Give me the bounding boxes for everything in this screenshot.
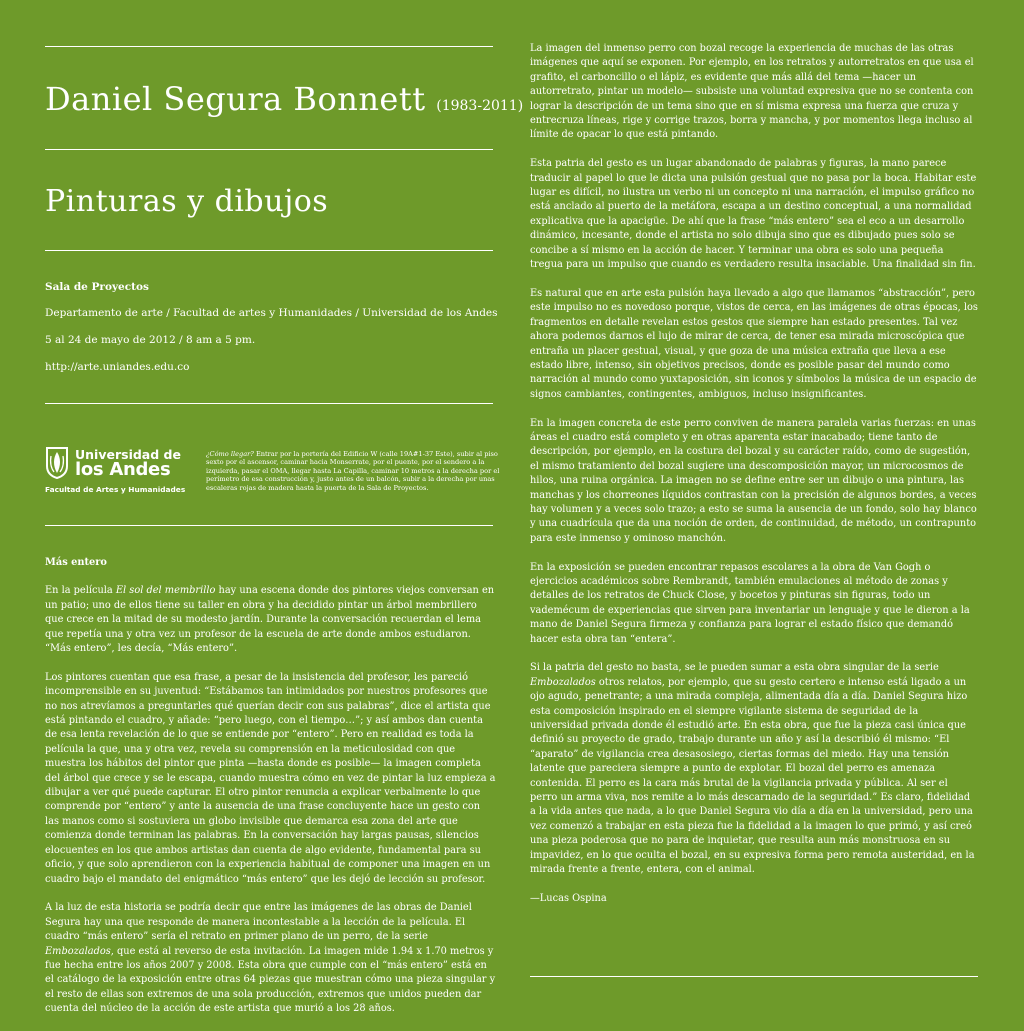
artist-name: Daniel Segura Bonnett — [45, 80, 426, 118]
rule-under-subtitle — [45, 250, 493, 251]
rule-top — [45, 46, 493, 47]
series-title: Embozalados — [530, 676, 596, 688]
essay-paragraph-9: Si la patria del gesto no basta, se le pueden sumar a esta obra singular de la serie Embozalados otros relatos, por ejemplo, que su gesto certero e intenso está ligado a un ojo agudo, penetrante; a una mirada compleja, alimentada día a día. Daniel Segura hizo esta composición inspirado en el siempre vigilante sistema de seguridad de la universidad privada donde él estudió arte. En esta obra, que fue la pieza casi única que definió su proyecto de grado, trabajo durante un año y así la describió él mismo: “El “aparato” de vigilancia crea desasosiego, ciertas formas del miedo. Hay una tensión latente que pareciera siempre a punto de explotar. El bozal del perro es amenaza contenida. El perro es la cara más brutal de la vigilancia privada y pública. Al ser el perro un arma viva, nos remite a lo más descarnado de la seguridad.” Es claro, fidelidad a la vida antes que nada, a lo que Daniel Segura vio día a día en la universidad, pero una vez comenzó a trabajar en esta pieza fue la fidelidad a la imagen lo que primó, y así creó una pieza poderosa que no para de inquietar, que resulta aun más monstruosa en su impavidez, en lo que oculta el bozal, en su expresiva forma pero remota austeridad, en la mirada frente a frente, entera, con el animal. — [530, 662, 975, 876]
essay-paragraph-2: Los pintores cuentan que esa frase, a pesar de la insistencia del profesor, les pareció incomprensible en su juventud: “Estábamos tan intimidados por nuestros profesores que no nos atrevíamos a preguntarles qué querían decir con sus palabras”, dice el artista que está pintando el cuadro, y añade: “pero luego, con el tiempo…”; y así ambos dan cuenta de esa lenta revelación de lo que se entiende por “entero”. Pero en realidad es toda la película la que, una y otra vez, revela su comprensión en la meticulosidad con que muestra los hábitos del pintor que pinta —hasta donde es posible— la imagen completa del árbol que crece y se le escapa, cuando muestra cómo en vez de pintar la luz empieza a dibujar a ver qué puede capturar. El otro pintor renuncia a explicar verbalmente lo que comprende por “entero” y ante la ausencia de una frase concluyente hace un gesto con las manos como si sostuviera un globo invisible que demarca esa zona del arte que comienza donde terminan las palabras. En la conversación hay largas pausas, silencios elocuentes en los que ambos artistas dan cuenta de algo evidente, fundamental para su oficio, y que solo aprendieron con la experiencia habitual de componer una imagen en un cuadro bajo el mandato del enigmático “más entero” que les dejó de lección su profesor. — [45, 671, 496, 885]
essay-column-right — [530, 42, 978, 921]
venue-label: Sala de Proyectos — [45, 281, 149, 293]
essay-paragraph-1: En la película El sol del membrillo hay una escena donde dos pintores viejos conversan en un patio; uno de ellos tiene su taller en obra y ha decidido pintar un árbol membrillero que crece en la mitad de su modesto jardín. Durante la conversación recuerdan el lema que repetía una y otra vez un profesor de la escuela de arte donde ambos estudiaron. “Más entero”, les decía, “Más entero”. — [45, 585, 495, 655]
dates-line: 5 al 24 de mayo de 2012 / 8 am a 5 pm. — [45, 334, 256, 346]
series-title: Embozalados — [45, 945, 111, 957]
rule-under-title — [45, 149, 493, 150]
film-title: El sol del membrillo — [115, 585, 216, 597]
essay-paragraph-7: En la imagen concreta de este perro conviven de manera paralela varias fuerzas: en unas áreas el cuadro está completo y en otras aparenta estar inacabado; tiene tanto de descripción, por ejemplo, en la costura del bozal y su carácter raído, como de sugestión, el mismo tratamiento del bozal sugiere una descomposición mayor, un microcosmos de hilos, una ruina orgánica. La imagen no se define entre ser un dibujo o una pintura, las manchas y los chorreones líquidos contrastan con la precisión de algunos bordes, a veces hay volumen y a veces solo trazo; a esto se suma la ausencia de un fondo, solo hay blanco y una cuadrícula que da una noción de orden, de continuidad, de método, un contrapunto para este inmenso y ominoso manchón. — [530, 417, 977, 544]
university-shield-icon — [45, 446, 69, 479]
essay-signature: —Lucas Ospina — [530, 892, 607, 904]
directions-body: Entrar por la portería del Edificio W (calle 19A#1-37 Este), subir al piso sexto por el ascensor, caminar hacia Monserrate, por el puente, por el sendero a la izquierda, pasar el OMA, llegar hasta La Capilla, caminar 10 metros a la derecha por el perímetro de esa construcción y, justo antes de un balcón, subir a la derecha por unas escaleras rojas de madera hasta la puerta de la Sala de Proyectos. — [206, 450, 500, 492]
artist-title — [45, 80, 523, 118]
exhibition-subtitle: Pinturas y dibujos — [45, 184, 329, 219]
rule-under-directions — [45, 525, 493, 526]
logo-line-1: Universidad de — [75, 447, 181, 462]
logo-line-2: los Andes — [75, 459, 171, 480]
essay-paragraph-6: Es natural que en arte esta pulsión haya llevado a algo que llamamos “abstracción”, pero este impulso no es novedoso porque, vistos de cerca, en las imágenes de otras épocas, los fragmentos en detalle revelan estos gestos que siempre han estado presentes. Tal vez ahora podemos darnos el lujo de mirar de cerca, de tener esa mirada microscópica que entraña un placer gestual, visual, y que goza de una música extraña que lleva a ese estado libre, intenso, sin objetivos precisos, donde es posible pasar del mundo como narración al mundo como yuxtaposición, sin iconos y símbolos la música de un espacio de signos cambiantes, contingentes, ambiguos, incluso insignificantes. — [530, 287, 978, 400]
university-logo — [45, 446, 195, 498]
essay-paragraph-3: A la luz de esta historia se podría decir que entre las imágenes de las obras de Daniel Segura hay una que responde de manera incontestable a la lección de la película. El cuadro “más entero” sería el retrato en primer plano de un perro, de la serie Embozalados, que está al reverso de esta invitación. La imagen mide 1.94 x 1.70 metros y fue hecha entre los años 2007 y 2008. Esta obra que cumple con el “más entero” está en el catálogo de la exposición entre otras 64 piezas que muestran cómo una pieza singular y el resto de ellas son extremos de una sola producción, extremos que unidos pueden dar cuenta del núcleo de la acción de este artista que murió a los 28 años. — [45, 902, 496, 1015]
directions-question: ¿Cómo llegar? — [206, 450, 254, 458]
essay-column-left — [45, 556, 497, 1031]
essay-paragraph-5: Esta patria del gesto es un lugar abandonado de palabras y figuras, la mano parece traducir al papel lo que le dicta una pulsión gestual que no pasa por la boca. Habitar este lugar es difícil, no ilustra un verbo ni un concepto ni una narración, el impulso gráfico no está anclado al puerto de la metáfora, escapa a un destino conceptual, a una normalidad explicativa que la apacigüe. De ahí que la frase “más entero” sea el eco a un desarrollo dinámico, incesante, donde el artista no solo dibuja sino que es dibujado pues solo se concibe a sí mismo en la acción de hacer. Y terminar una obra es solo una pequeña tregua para un impulso que cuando es verdadero resulta insaciable. Una finalidad sin fin. — [530, 158, 977, 271]
rule-bottom-right — [530, 976, 978, 977]
logo-line-3: Facultad de Artes y Humanidades — [45, 485, 186, 494]
rule-under-info — [45, 403, 493, 404]
essay-paragraph-8: En la exposición se pueden encontrar repasos escolares a la obra de Van Gogh o ejercicios académicos sobre Rembrandt, también emulaciones al método de zonas y detalles de los retratos de Chuck Close, y bocetos y pinturas sin figuras, todo un vademécum de experiencias que sirven para inventariar un lenguaje y que le dieron a la mano de Daniel Segura firmeza y confianza para lograr el estado físico que demandó hacer esta obra tan “entera”. — [530, 561, 970, 645]
artist-years: (1983-2011) — [436, 98, 524, 114]
essay-paragraph-4: La imagen del inmenso perro con bozal recoge la experiencia de muchas de las otras imágenes que aquí se exponen. Por ejemplo, en los retratos y autorretratos en que usa el grafito, el carboncillo o el lápiz, es evidente que más allá del tema —hacer un autorretrato, pintar un modelo— subsiste una voluntad expresiva que no se contenta con lograr la descripción de un tema sino que en sí misma expresa una fuerza que cruza y entrecruza líneas, rige y corrige trazos, borra y mancha, y por momentos llega incluso al límite de opacar lo que está pintando. — [530, 43, 974, 141]
directions-text — [206, 450, 500, 492]
department-line: Departamento de arte / Facultad de artes y Humanidades / Universidad de los Andes — [45, 307, 498, 319]
essay-heading: Más entero — [45, 557, 107, 568]
website-link[interactable]: http://arte.uniandes.edu.co — [45, 361, 190, 373]
